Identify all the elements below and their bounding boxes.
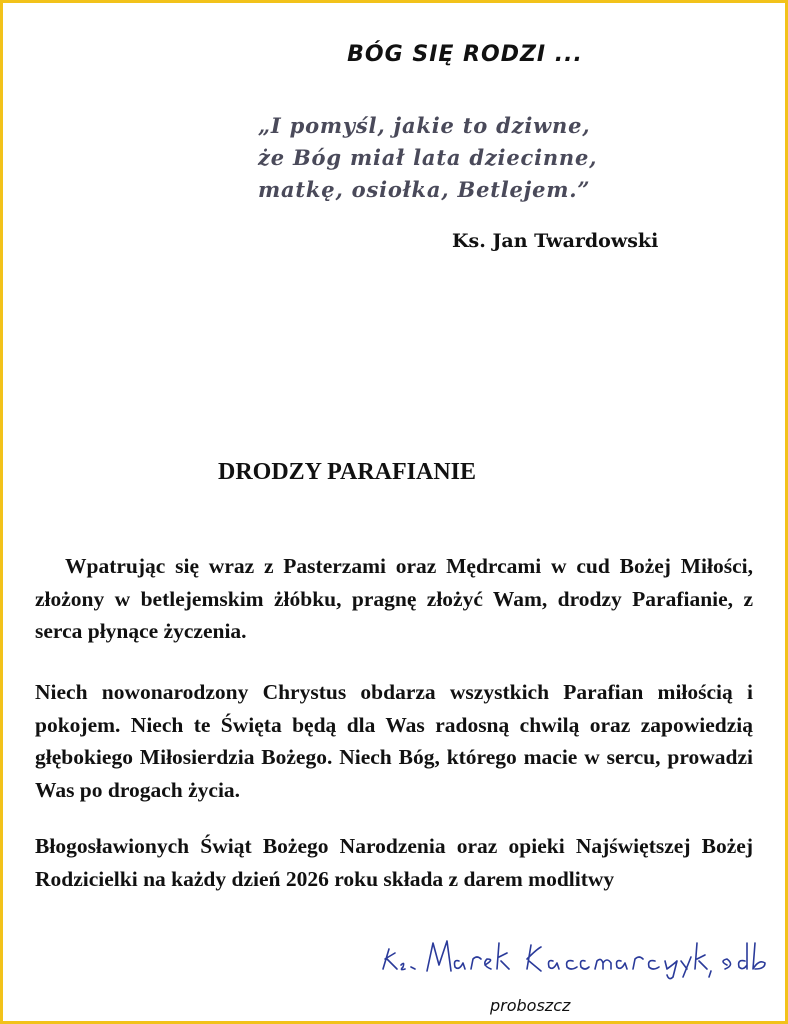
paragraph-1: Wpatrując się wraz z Pasterzami oraz Mędrcami w cud Bożej Miłości, złożony w betlejemskim żłóbku, pragnę złożyć Wam, drodzy Parafianie, z serca płynące życzenia. [35,554,753,643]
signer-role: proboszcz [490,996,571,1015]
quote-line: matkę, osiołka, Betlejem.” [258,177,591,202]
greeting-heading: DRODZY PARAFIANIE [218,459,476,485]
quote-line: „I pomyśl, jakie to dziwne, [258,113,591,138]
paragraph-3: Błogosławionych Świąt Bożego Narodzenia oraz opieki Najświętszej Bożej Rodzicielki na każdy dzień 2026 roku składa z darem modlitwy [35,834,753,891]
quote-block [258,110,758,206]
handwritten-signature [375,935,775,985]
paragraph-2: Niech nowonarodzony Chrystus obdarza wszystkich Parafian miłością i pokojem. Niech te Święta będą dla Was radosną chwilą oraz zapowiedzią głębokiego Miłosierdzia Bożego. Niech Bóg, którego macie w sercu, prowadzi Was po drogach życia. [35,680,753,802]
page-title: BÓG SIĘ RODZI ... [347,42,583,67]
quote-line: że Bóg miał lata dziecinne, [258,145,598,170]
quote-author: Ks. Jan Twardowski [452,230,659,252]
